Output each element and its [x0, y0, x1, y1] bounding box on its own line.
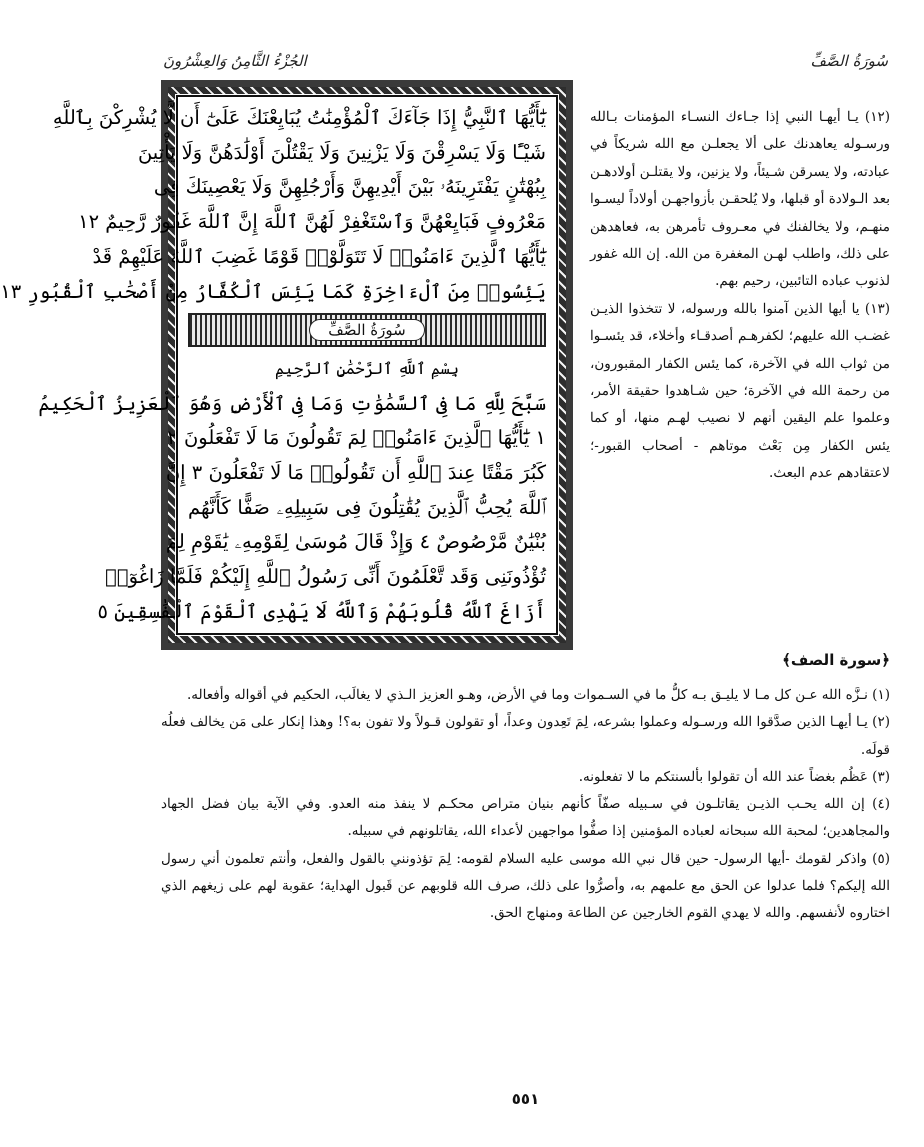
surah-name-header: سُورَةُ الصَّفِّ — [810, 52, 888, 70]
commentary-column — [590, 104, 890, 488]
commentary-paragraph: (١٣) يا أيها الذين آمنوا بالله ورسوله، لا تتخذوا الذيـن غضـب الله عليهم؛ لكفرهـم أصدقـاء وأخلاء، قد يئسـوا من ثواب الله في الآخرة، كما يئس الكفار المقبورون، من رحمة الله في الآخرة؛ حين شـاهدوا حقيقة الأمر، وعلموا علم اليقين أنهم لا نصيب لهـم منها، أو كما يئس الكفار مِن بَعْث موتاهم - أصحاب القبور-؛ لاعتقادهم عدم البعث. — [590, 300, 890, 482]
section-title: ﴿سورة الصف﴾ — [782, 651, 890, 669]
quran-line: يَئِسُوا۟ مِنَ ٱلْءَاخِرَةِ كَمَا يَئِسَ ٱلْكُفَّارُ مِنْ أَصْحَٰبِ ٱلْقُبُورِ ١٣ — [0, 279, 546, 303]
tafsir-paragraph: (٥) واذكر لقومك -أيها الرسول- حين قال نبي الله موسى عليه السلام لقومه: لِمَ تؤذونني بالقول والفعل، وأنتم تعلمون أني رسول الله إليكم؟ فلما عدلوا عن الحق مع علمهم به، وأصرُّوا على ذلك، صرف الله قلوبهم عن قَبول الهداية؛ عقوبة لهم على زيغهم الذي اختاروه لأنفسهم. والله لا يهدي القوم الخارجين عن الطاعة ومنهاج الحق. — [161, 850, 890, 922]
surah-title-banner — [188, 313, 546, 347]
mushaf-frame — [0, 80, 573, 650]
tafsir-section — [161, 682, 890, 928]
tafsir-paragraph: (٢) يـا أيهـا الذين صدَّقوا الله ورسـوله وعملوا بشرعه، لِمَ تَعِدون وعداً، أو تقولون قـولاً ولا تفون به؟! وهذا إنكار على مَن يخالف فعلُه قولَه. — [161, 714, 890, 758]
quran-line: بُنْيَٰنٌ مَّرْصُوصٌ ٤ وَإِذْ قَالَ مُوسَىٰ لِقَوْمِهِۦ يَٰقَوْمِ لِمَ — [165, 530, 546, 554]
page-header — [163, 52, 888, 76]
juz-header: الجُزْءُ الثَّامِنُ وَالعِشْرُونَ — [163, 52, 307, 70]
page-number: ٥٥١ — [511, 1090, 540, 1108]
quran-line: مَعْرُوفٍ فَبَايِعْهُنَّ وَٱسْتَغْفِرْ لَهُنَّ ٱللَّهَ إِنَّ ٱللَّهَ غَفُورٌ رَّحِيمٌ ١٢ — [78, 210, 546, 234]
basmala: بِسْمِ ٱللَّهِ ٱلرَّحْمَٰنِ ٱلرَّحِيمِ — [274, 358, 459, 378]
quran-text-area — [0, 95, 558, 635]
quran-line: ٱللَّهَ يُحِبُّ ٱلَّذِينَ يُقَٰتِلُونَ فِى سَبِيلِهِۦ صَفًّا كَأَنَّهُم — [188, 495, 546, 519]
surah-title: سُورَةُ الصَّفِّ — [309, 319, 424, 341]
tafsir-paragraph: (٤) إن الله يحـب الذيـن يقاتلـون في سـبيله صفّاً كأنهم بنيان متراص محكـم لا ينفذ منه العدو. وفي الآية بيان فضل الجهاد والمجاهدين؛ لمحبة الله سبحانه لعباده المؤمنين إذا صفُّوا مواجهين لأعداء الله، يقاتلونهم في سبيله. — [161, 796, 890, 840]
commentary-paragraph: (١٢) يـا أيهـا النبي إذا جـاءك النسـاء المؤمنات بـالله ورسـوله يعاهدنك على ألا يجعلـن مع الله شريكاً في عبادته، ولا يسرقن شـيئاً، ولا يزنين، ولا يقتلـن أولادهـن بعد الـولادة أو قبلها، ولا يُلحقـن بأزواجهـن أولاداً ليسـوا منهـم، ولا يخالفنك في معـروف تأمرهن به، فعاهدهن على ذلك، واطلب لهـن المغفرة من الله. إن الله غفور لذنوب عباده التائبين، رحيم بهم. — [590, 109, 890, 290]
quran-line: سَبَّحَ لِلَّهِ مَا فِى ٱلسَّمَٰوَٰتِ وَمَا فِى ٱلْأَرْضِ وَهُوَ ٱلْعَزِيزُ ٱلْحَكِيمُ — [38, 391, 546, 415]
quran-line: ١ يَٰٓأَيُّهَا ٱلَّذِينَ ءَامَنُوا۟ لِمَ تَقُولُونَ مَا لَا تَفْعَلُونَ ٢ — [167, 426, 546, 450]
quran-line: يَٰٓأَيُّهَا ٱلنَّبِيُّ إِذَا جَآءَكَ ٱلْمُؤْمِنَٰتُ يُبَايِعْنَكَ عَلَىٰٓ أَن لَّا يُشْرِكْنَ بِٱللَّهِ — [52, 106, 546, 129]
tafsir-paragraph: (٣) عَظُم بغضاً عند الله أن تقولوا بألسنتكم ما لا تفعلونه. — [578, 768, 890, 785]
quran-line: بِبُهْتَٰنٍ يَفْتَرِينَهُۥ بَيْنَ أَيْدِيهِنَّ وَأَرْجُلِهِنَّ وَلَا يَعْصِينَكَ فِى — [153, 175, 546, 199]
quran-line: كَبُرَ مَقْتًا عِندَ ٱللَّهِ أَن تَقُولُوا۟ مَا لَا تَفْعَلُونَ ٣ إِنَّ — [165, 461, 546, 485]
quran-line: أَزَاغَ ٱللَّهُ قُلُوبَهُمْ وَٱللَّهُ لَا يَهْدِى ٱلْقَوْمَ ٱلْفَٰسِقِينَ ٥ — [97, 599, 546, 623]
frame-border-pattern — [0, 87, 566, 643]
quran-line: يَٰٓأَيُّهَا ٱلَّذِينَ ءَامَنُوا۟ لَا تَتَوَلَّوْا۟ قَوْمًا غَضِبَ ٱللَّهُ عَلَيْهِمْ قَدْ — [92, 244, 546, 268]
quran-line: شَيْـًٔا وَلَا يَسْرِقْنَ وَلَا يَزْنِينَ وَلَا يَقْتُلْنَ أَوْلَٰدَهُنَّ وَلَا يَأْتِينَ — [137, 140, 546, 164]
tafsir-paragraph: (١) نـزَّه الله عـن كل مـا لا يليـق بـه كلُّ ما في السـموات وما في الأرض، وهـو العزيز الـذي لا يغالَب، الحكيم في أقواله وأفعاله. — [187, 687, 890, 703]
quran-line: تُؤْذُونَنِى وَقَد تَّعْلَمُونَ أَنِّى رَسُولُ ٱللَّهِ إِلَيْكُمْ فَلَمَّا زَاغُوٓا۟ — [105, 565, 546, 589]
